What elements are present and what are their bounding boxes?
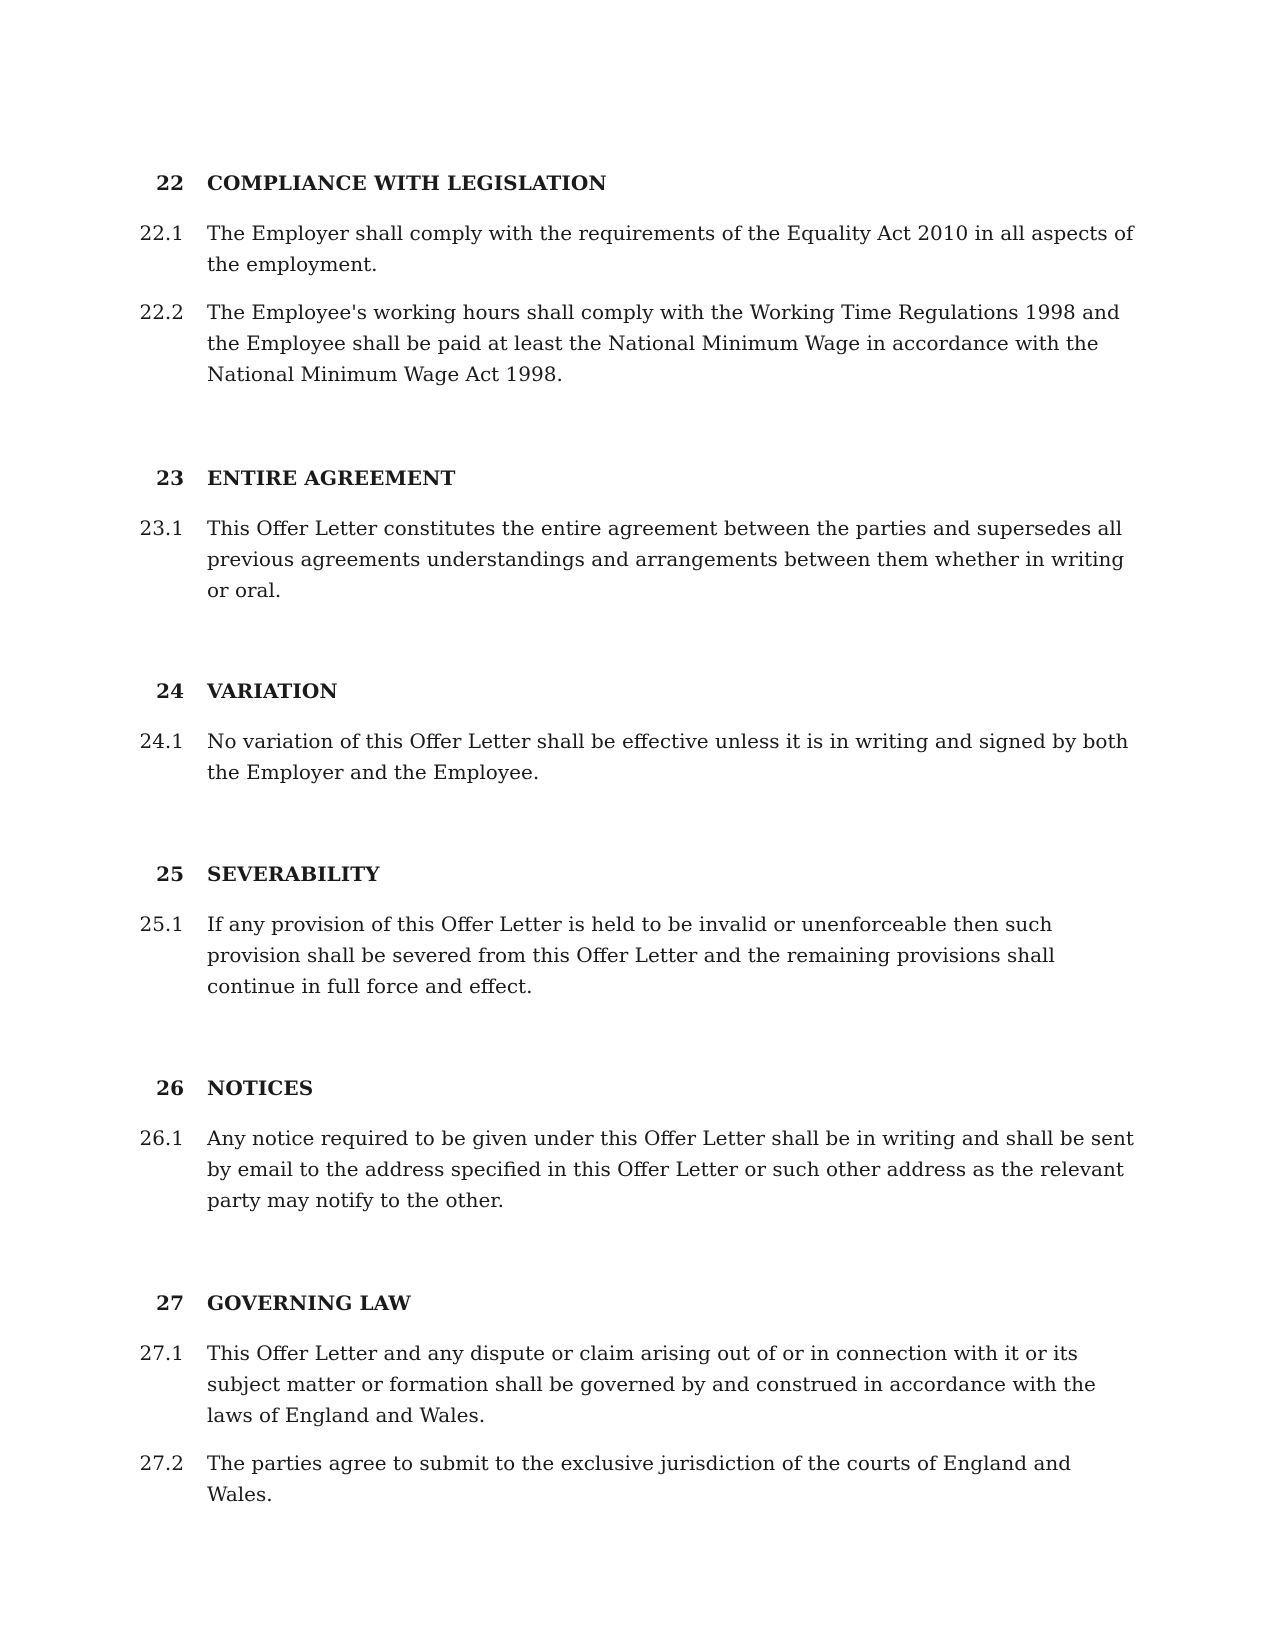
section-heading	[0, 1288, 1275, 1318]
clause	[0, 513, 1275, 606]
clause-number: 27.1	[139, 1341, 184, 1365]
section-title: COMPLIANCE WITH LEGISLATION	[207, 171, 607, 195]
section-compliance-with-legislation	[0, 168, 1275, 390]
clause	[0, 1448, 1275, 1510]
section-notices	[0, 1073, 1275, 1216]
clause-text: This Offer Letter constitutes the entire agreement between the parties and supersedes all previous agreements understandings and arrangements between them whether in writing or oral.	[207, 516, 1125, 602]
section-entire-agreement	[0, 463, 1275, 606]
section-number: 27	[156, 1291, 184, 1315]
clause-text: This Offer Letter and any dispute or claim arising out of or in connection with it or its subject matter or formation shall be governed by and construed in accordance with the laws of England and Wales.	[207, 1341, 1096, 1427]
section-title: GOVERNING LAW	[207, 1291, 411, 1315]
clause	[0, 1123, 1275, 1216]
clause-number: 22.2	[139, 300, 184, 324]
section-number: 26	[156, 1076, 184, 1100]
section-heading	[0, 676, 1275, 706]
section-title: SEVERABILITY	[207, 862, 380, 886]
clause	[0, 909, 1275, 1002]
section-severability	[0, 859, 1275, 1002]
clause	[0, 1338, 1275, 1431]
clause-text: No variation of this Offer Letter shall be effective unless it is in writing and signed by both the Employer and the Employee.	[207, 729, 1129, 784]
clause-number: 27.2	[139, 1451, 184, 1475]
section-heading	[0, 463, 1275, 493]
section-variation	[0, 676, 1275, 788]
section-heading	[0, 168, 1275, 198]
clause-number: 25.1	[139, 912, 184, 936]
clause-text: The parties agree to submit to the exclusive jurisdiction of the courts of England and Wales.	[207, 1451, 1072, 1506]
section-governing-law	[0, 1288, 1275, 1510]
section-number: 24	[156, 679, 184, 703]
clause	[0, 726, 1275, 788]
clause	[0, 218, 1275, 280]
section-number: 22	[156, 171, 184, 195]
clause-number: 23.1	[139, 516, 184, 540]
clause-text: Any notice required to be given under this Offer Letter shall be in writing and shall be sent by email to the address specified in this Offer Letter or such other address as the relevant party may notify to the other.	[207, 1126, 1134, 1212]
section-number: 25	[156, 862, 184, 886]
clause-number: 22.1	[139, 221, 184, 245]
section-heading	[0, 859, 1275, 889]
clause-text: The Employee's working hours shall comply with the Working Time Regulations 1998 and the Employee shall be paid at least the National Minimum Wage in accordance with the National Minimum Wage Act 1998.	[207, 300, 1120, 386]
section-title: NOTICES	[207, 1076, 314, 1100]
section-title: ENTIRE AGREEMENT	[207, 466, 456, 490]
section-title: VARIATION	[207, 679, 338, 703]
clause-text: The Employer shall comply with the requirements of the Equality Act 2010 in all aspects of the employment.	[207, 221, 1134, 276]
section-heading	[0, 1073, 1275, 1103]
clause-text: If any provision of this Offer Letter is held to be invalid or unenforceable then such provision shall be severed from this Offer Letter and the remaining provisions shall continue in full force and effect.	[207, 912, 1055, 998]
section-number: 23	[156, 466, 184, 490]
clause-number: 24.1	[139, 729, 184, 753]
clause-number: 26.1	[139, 1126, 184, 1150]
clause	[0, 297, 1275, 390]
